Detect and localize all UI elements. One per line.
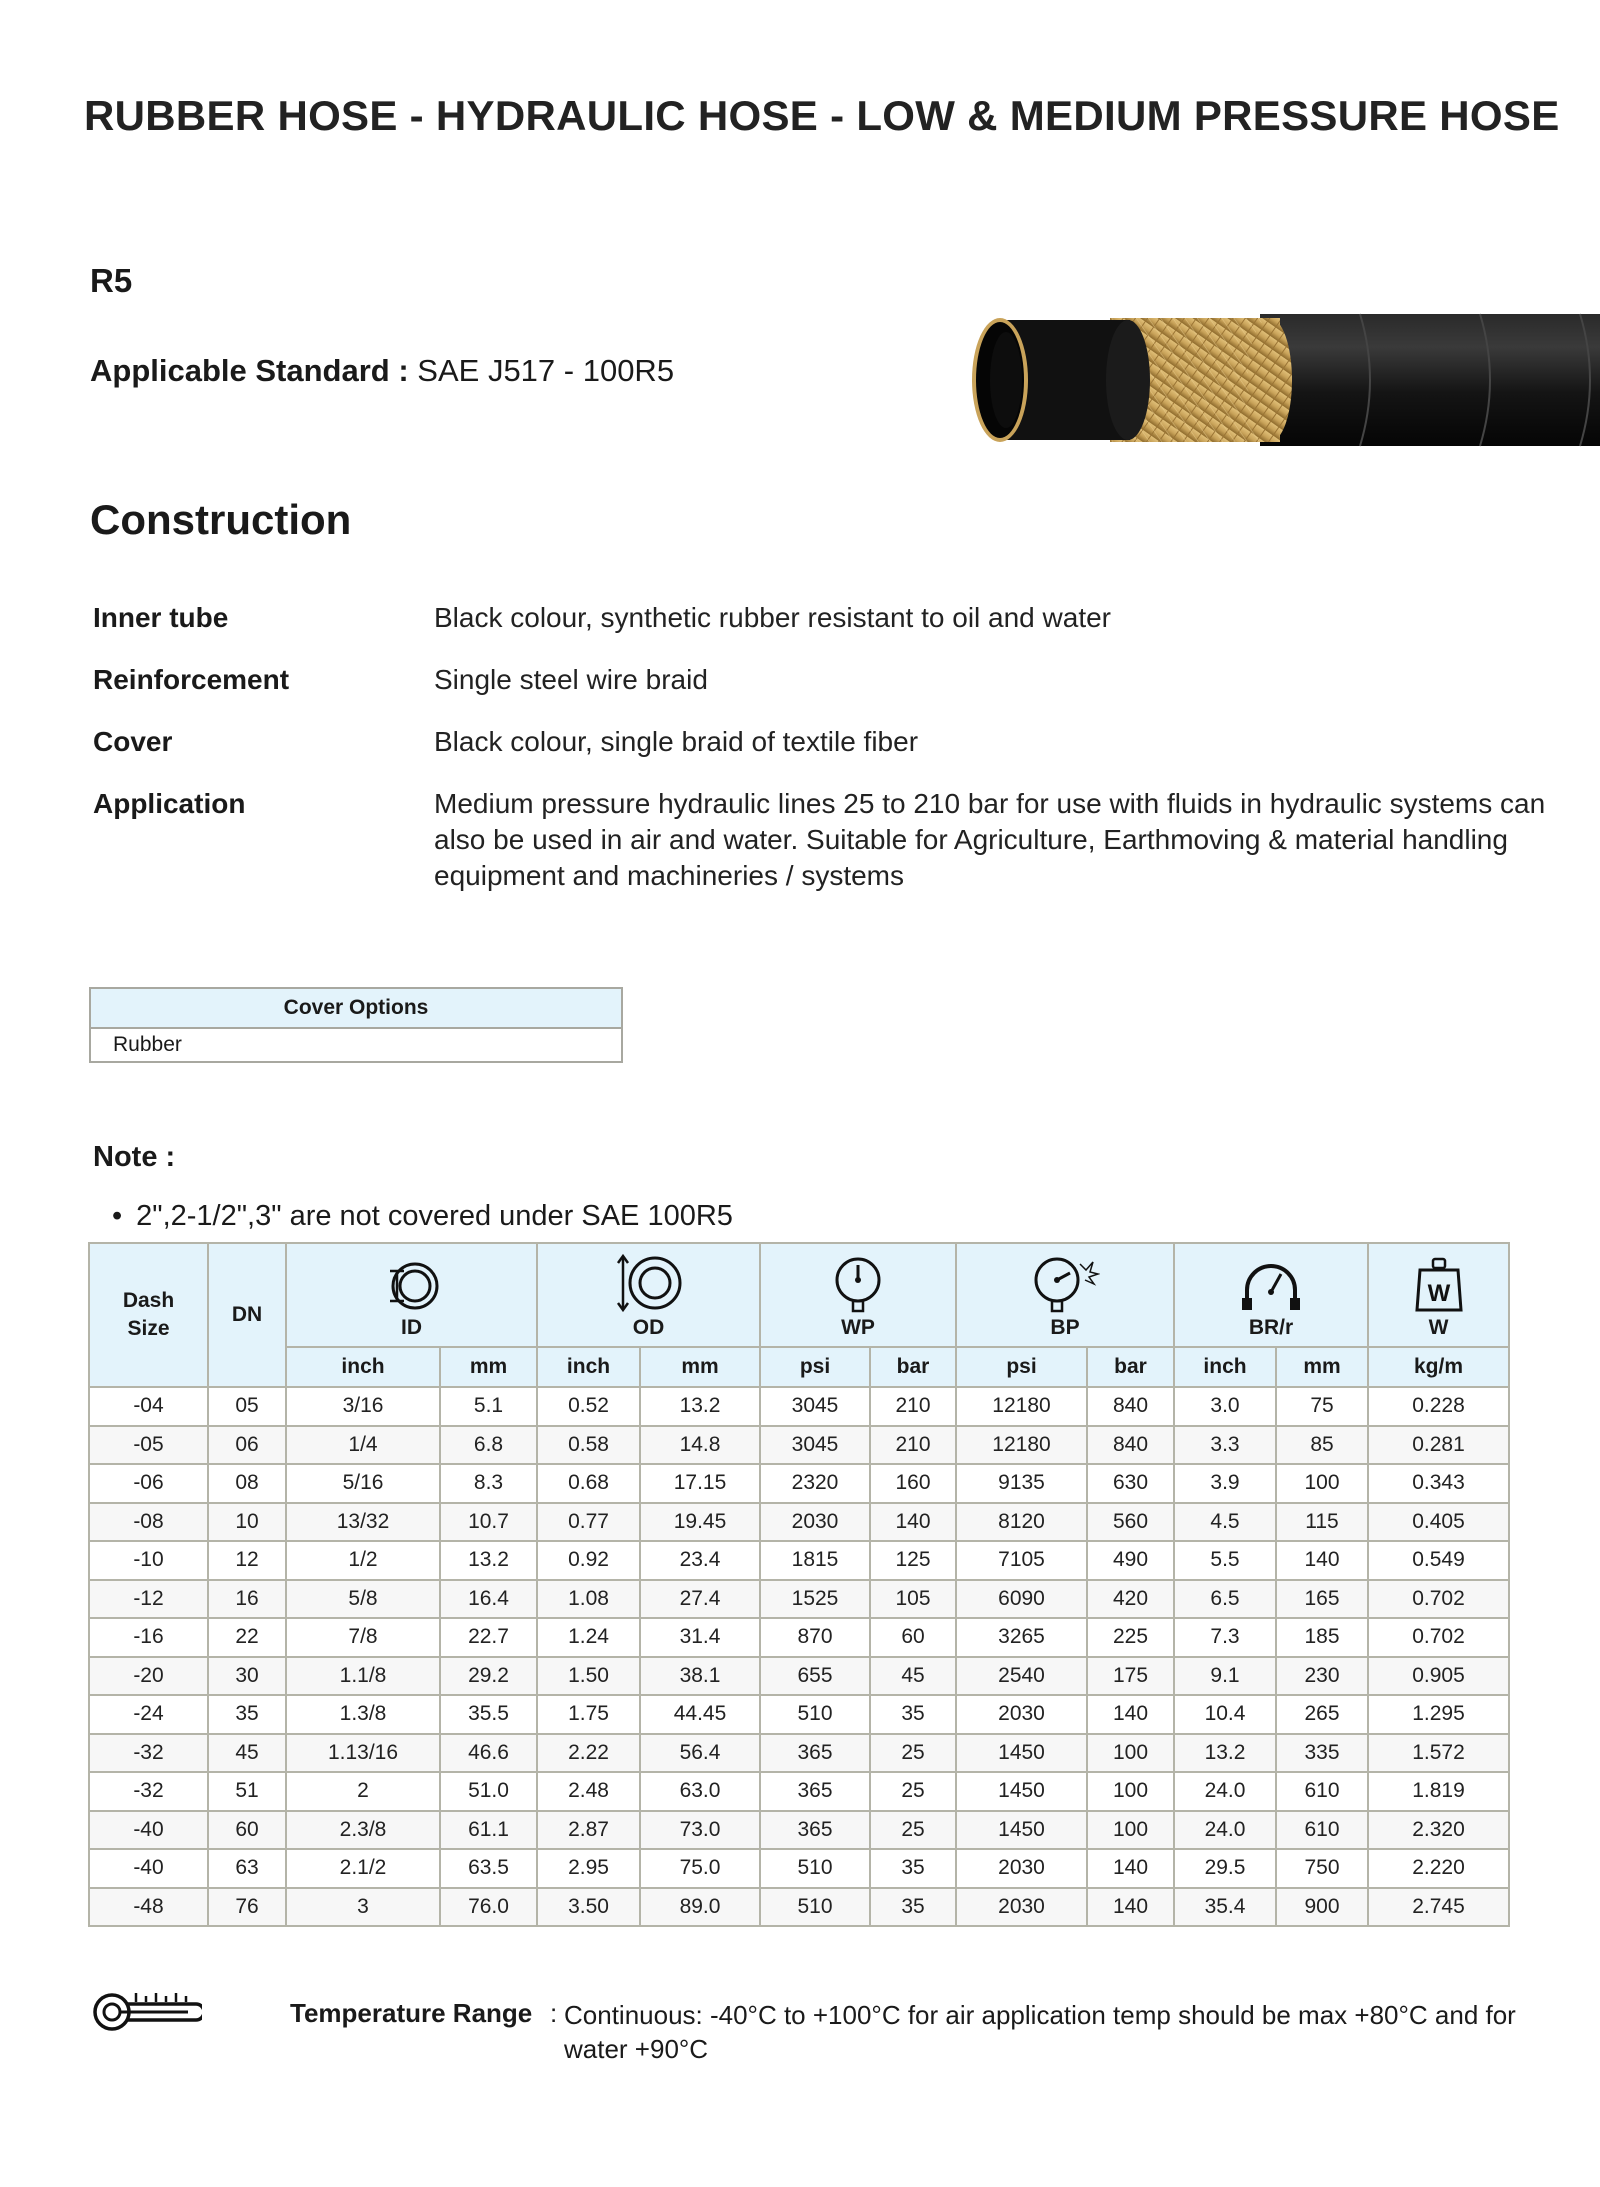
table-cell: 22.7 (440, 1618, 537, 1657)
table-cell: 1.572 (1368, 1734, 1509, 1773)
table-cell: 1/4 (286, 1426, 440, 1465)
table-cell: 0.228 (1368, 1387, 1509, 1426)
standard-label: Applicable Standard : (90, 353, 409, 388)
table-cell: 05 (208, 1387, 286, 1426)
table-cell: 0.68 (537, 1464, 640, 1503)
table-cell: 10.7 (440, 1503, 537, 1542)
table-cell: 1.3/8 (286, 1695, 440, 1734)
temperature-value: Continuous: -40°C to +100°C for air application temp should be max +80°C and for water +90°C (564, 2000, 1516, 2064)
table-cell: 3045 (760, 1426, 870, 1465)
table-row (89, 1811, 1509, 1850)
table-cell: 210 (870, 1426, 956, 1465)
table-cell: 2540 (956, 1657, 1087, 1696)
table-cell: -24 (89, 1695, 208, 1734)
table-cell: 165 (1276, 1580, 1368, 1619)
table-cell: 140 (1087, 1888, 1174, 1927)
weight-icon (1414, 1256, 1464, 1314)
construction-label: Cover (93, 726, 173, 757)
table-cell: 105 (870, 1580, 956, 1619)
table-cell: 1815 (760, 1541, 870, 1580)
table-cell: 365 (760, 1811, 870, 1850)
table-cell: -06 (89, 1464, 208, 1503)
standard-value: SAE J517 - 100R5 (417, 353, 675, 388)
table-cell: 140 (1087, 1849, 1174, 1888)
pressure-gauge-icon (831, 1256, 885, 1314)
table-cell: 10 (208, 1503, 286, 1542)
table-cell: 25 (870, 1734, 956, 1773)
table-cell: 840 (1087, 1387, 1174, 1426)
table-cell: 225 (1087, 1618, 1174, 1657)
table-cell: 51 (208, 1772, 286, 1811)
table-cell: 75.0 (640, 1849, 760, 1888)
table-cell: 63.5 (440, 1849, 537, 1888)
table-row (89, 1695, 1509, 1734)
table-cell: 510 (760, 1849, 870, 1888)
table-cell: 63.0 (640, 1772, 760, 1811)
construction-row-reinforcement (93, 662, 1573, 698)
unit-label: mm (640, 1347, 760, 1387)
table-cell: 89.0 (640, 1888, 760, 1927)
table-cell: 265 (1276, 1695, 1368, 1734)
table-cell: 0.702 (1368, 1580, 1509, 1619)
table-cell: 365 (760, 1734, 870, 1773)
table-cell: 2320 (760, 1464, 870, 1503)
table-cell: 3265 (956, 1618, 1087, 1657)
table-cell: 3.3 (1174, 1426, 1276, 1465)
table-cell: 1.13/16 (286, 1734, 440, 1773)
table-cell: 2030 (956, 1695, 1087, 1734)
table-cell: 60 (208, 1811, 286, 1850)
table-cell: 45 (870, 1657, 956, 1696)
table-cell: 115 (1276, 1503, 1368, 1542)
table-cell: 8.3 (440, 1464, 537, 1503)
table-cell: 1.50 (537, 1657, 640, 1696)
table-cell: 0.77 (537, 1503, 640, 1542)
table-row (89, 1464, 1509, 1503)
table-cell: 85 (1276, 1426, 1368, 1465)
table-cell: -10 (89, 1541, 208, 1580)
table-cell: 13.2 (1174, 1734, 1276, 1773)
table-cell: 185 (1276, 1618, 1368, 1657)
table-cell: 2.22 (537, 1734, 640, 1773)
unit-label: bar (870, 1347, 956, 1387)
construction-row-cover (93, 724, 1573, 760)
units-row (89, 1347, 1509, 1387)
table-cell: -48 (89, 1888, 208, 1927)
header-dash-size: Dash Size (89, 1243, 208, 1387)
table-row (89, 1772, 1509, 1811)
table-cell: 75 (1276, 1387, 1368, 1426)
table-cell: -32 (89, 1772, 208, 1811)
table-cell: 10.4 (1174, 1695, 1276, 1734)
table-cell: 2030 (956, 1888, 1087, 1927)
spec-table-body (89, 1387, 1509, 1926)
table-cell: 655 (760, 1657, 870, 1696)
table-cell: 750 (1276, 1849, 1368, 1888)
table-cell: 2 (286, 1772, 440, 1811)
table-cell: 27.4 (640, 1580, 760, 1619)
table-cell: 35 (208, 1695, 286, 1734)
table-cell: 5.1 (440, 1387, 537, 1426)
construction-title: Construction (90, 496, 352, 543)
table-cell: 2.220 (1368, 1849, 1509, 1888)
table-cell: 14.8 (640, 1426, 760, 1465)
inner-diameter-icon (377, 1258, 447, 1314)
table-cell: 44.45 (640, 1695, 760, 1734)
table-cell: 2.1/2 (286, 1849, 440, 1888)
table-row (89, 1888, 1509, 1927)
cover-options-header: Cover Options (90, 988, 622, 1028)
table-cell: 5/16 (286, 1464, 440, 1503)
table-cell: 31.4 (640, 1618, 760, 1657)
table-cell: 7105 (956, 1541, 1087, 1580)
header-od: OD (537, 1243, 760, 1347)
table-cell: 76.0 (440, 1888, 537, 1927)
table-cell: 100 (1087, 1734, 1174, 1773)
unit-label: bar (1087, 1347, 1174, 1387)
table-cell: 38.1 (640, 1657, 760, 1696)
table-cell: 560 (1087, 1503, 1174, 1542)
header-wp: WP (760, 1243, 956, 1347)
table-cell: -20 (89, 1657, 208, 1696)
table-cell: 900 (1276, 1888, 1368, 1927)
table-cell: 13.2 (640, 1387, 760, 1426)
table-cell: 1.08 (537, 1580, 640, 1619)
table-cell: 35.5 (440, 1695, 537, 1734)
table-row (89, 1849, 1509, 1888)
note-item: • 2",2-1/2",3" are not covered under SAE 100R5 (112, 1200, 733, 1233)
table-cell: 5/8 (286, 1580, 440, 1619)
burst-gauge-icon (1030, 1256, 1100, 1314)
table-cell: 9135 (956, 1464, 1087, 1503)
table-cell: 6.8 (440, 1426, 537, 1465)
table-cell: 45 (208, 1734, 286, 1773)
note-title: Note : (93, 1141, 176, 1173)
table-cell: 230 (1276, 1657, 1368, 1696)
table-cell: 0.281 (1368, 1426, 1509, 1465)
table-cell: 76 (208, 1888, 286, 1927)
table-cell: -32 (89, 1734, 208, 1773)
table-cell: 6.5 (1174, 1580, 1276, 1619)
table-cell: 0.92 (537, 1541, 640, 1580)
bend-radius-icon (1235, 1256, 1307, 1314)
table-cell: 35.4 (1174, 1888, 1276, 1927)
table-cell: 0.405 (1368, 1503, 1509, 1542)
table-cell: 1.75 (537, 1695, 640, 1734)
table-cell: 1.295 (1368, 1695, 1509, 1734)
construction-row-inner-tube (93, 600, 1573, 636)
table-cell: 13/32 (286, 1503, 440, 1542)
table-cell: 3.9 (1174, 1464, 1276, 1503)
table-cell: 3 (286, 1888, 440, 1927)
table-row (89, 1387, 1509, 1426)
table-cell: 100 (1276, 1464, 1368, 1503)
table-cell: 24.0 (1174, 1772, 1276, 1811)
table-cell: 1450 (956, 1734, 1087, 1773)
table-cell: 1.24 (537, 1618, 640, 1657)
unit-label: mm (440, 1347, 537, 1387)
construction-label: Inner tube (93, 602, 229, 633)
unit-label: inch (1174, 1347, 1276, 1387)
header-br: BR/r (1174, 1243, 1368, 1347)
table-cell: 2.320 (1368, 1811, 1509, 1850)
table-cell: 630 (1087, 1464, 1174, 1503)
table-cell: 175 (1087, 1657, 1174, 1696)
unit-label: mm (1276, 1347, 1368, 1387)
construction-value: Black colour, single braid of textile fiber (434, 726, 919, 757)
table-cell: 25 (870, 1811, 956, 1850)
hose-image (940, 300, 1600, 460)
table-cell: 35 (870, 1695, 956, 1734)
table-cell: 1525 (760, 1580, 870, 1619)
table-cell: 23.4 (640, 1541, 760, 1580)
spec-table (88, 1242, 1510, 1927)
construction-value: Black colour, synthetic rubber resistant to oil and water (434, 602, 1112, 633)
unit-label: kg/m (1368, 1347, 1509, 1387)
table-cell: 2030 (956, 1849, 1087, 1888)
table-cell: 1.1/8 (286, 1657, 440, 1696)
table-cell: 420 (1087, 1580, 1174, 1619)
construction-value: Medium pressure hydraulic lines 25 to 210 bar for use with fluids in hydraulic systems can also be used in air and water. Suitable for Agriculture, Earthmoving & material handling equipment and machineries / systems (434, 788, 1546, 891)
unit-label: psi (956, 1347, 1087, 1387)
table-cell: 840 (1087, 1426, 1174, 1465)
construction-label: Application (93, 788, 246, 819)
construction-label: Reinforcement (93, 664, 290, 695)
table-cell: -05 (89, 1426, 208, 1465)
table-cell: 9.1 (1174, 1657, 1276, 1696)
table-cell: 100 (1087, 1772, 1174, 1811)
table-cell: 19.45 (640, 1503, 760, 1542)
applicable-standard (90, 353, 674, 389)
table-cell: 140 (1276, 1541, 1368, 1580)
table-cell: 16 (208, 1580, 286, 1619)
unit-label: inch (537, 1347, 640, 1387)
table-cell: 12180 (956, 1387, 1087, 1426)
table-cell: 35 (870, 1888, 956, 1927)
table-cell: -04 (89, 1387, 208, 1426)
table-cell: 30 (208, 1657, 286, 1696)
table-cell: 56.4 (640, 1734, 760, 1773)
page-title: RUBBER HOSE - HYDRAULIC HOSE - LOW & MEDIUM PRESSURE HOSE (84, 92, 1560, 139)
table-cell: 0.58 (537, 1426, 640, 1465)
table-cell: 22 (208, 1618, 286, 1657)
header-w: W W (1368, 1243, 1509, 1347)
table-cell: 06 (208, 1426, 286, 1465)
table-cell: 16.4 (440, 1580, 537, 1619)
table-cell: 510 (760, 1888, 870, 1927)
table-cell: 1450 (956, 1772, 1087, 1811)
table-cell: 3045 (760, 1387, 870, 1426)
table-cell: 17.15 (640, 1464, 760, 1503)
model-code: R5 (90, 262, 133, 299)
unit-label: inch (286, 1347, 440, 1387)
unit-label: psi (760, 1347, 870, 1387)
table-cell: 24.0 (1174, 1811, 1276, 1850)
table-cell: -40 (89, 1849, 208, 1888)
table-cell: 08 (208, 1464, 286, 1503)
table-cell: 2030 (760, 1503, 870, 1542)
table-cell: 0.549 (1368, 1541, 1509, 1580)
table-cell: 1/2 (286, 1541, 440, 1580)
table-cell: 8120 (956, 1503, 1087, 1542)
table-cell: 35 (870, 1849, 956, 1888)
table-cell: 51.0 (440, 1772, 537, 1811)
table-cell: -40 (89, 1811, 208, 1850)
table-cell: 63 (208, 1849, 286, 1888)
cover-option-item: Rubber (90, 1028, 622, 1062)
table-cell: 6090 (956, 1580, 1087, 1619)
table-cell: 160 (870, 1464, 956, 1503)
table-cell: 140 (870, 1503, 956, 1542)
table-row (89, 1734, 1509, 1773)
thermometer-icon (92, 1985, 202, 2035)
table-row (89, 1426, 1509, 1465)
table-cell: 61.1 (440, 1811, 537, 1850)
table-cell: 2.87 (537, 1811, 640, 1850)
table-cell: 1.819 (1368, 1772, 1509, 1811)
table-cell: 2.745 (1368, 1888, 1509, 1927)
construction-row-application (93, 786, 1573, 894)
construction-value: Single steel wire braid (434, 664, 708, 695)
table-cell: 29.5 (1174, 1849, 1276, 1888)
table-cell: 0.905 (1368, 1657, 1509, 1696)
header-dn: DN (208, 1243, 286, 1387)
table-cell: 12180 (956, 1426, 1087, 1465)
table-cell: 2.3/8 (286, 1811, 440, 1850)
table-cell: -16 (89, 1618, 208, 1657)
table-cell: 73.0 (640, 1811, 760, 1850)
table-cell: 870 (760, 1618, 870, 1657)
table-cell: 335 (1276, 1734, 1368, 1773)
header-id: ID (286, 1243, 537, 1347)
svg-text:W: W (1427, 1280, 1450, 1307)
table-cell: 0.702 (1368, 1618, 1509, 1657)
table-cell: 12 (208, 1541, 286, 1580)
table-cell: 3/16 (286, 1387, 440, 1426)
table-row (89, 1618, 1509, 1657)
table-row (89, 1580, 1509, 1619)
table-row (89, 1503, 1509, 1542)
table-cell: 610 (1276, 1811, 1368, 1850)
table-cell: 490 (1087, 1541, 1174, 1580)
table-cell: 2.95 (537, 1849, 640, 1888)
table-cell: 4.5 (1174, 1503, 1276, 1542)
table-cell: 5.5 (1174, 1541, 1276, 1580)
table-cell: 510 (760, 1695, 870, 1734)
table-cell: 25 (870, 1772, 956, 1811)
table-cell: 29.2 (440, 1657, 537, 1696)
table-cell: 125 (870, 1541, 956, 1580)
outer-diameter-icon (609, 1252, 689, 1314)
table-cell: 140 (1087, 1695, 1174, 1734)
table-cell: 3.0 (1174, 1387, 1276, 1426)
table-row (89, 1657, 1509, 1696)
table-cell: -12 (89, 1580, 208, 1619)
table-cell: 0.343 (1368, 1464, 1509, 1503)
table-cell: 46.6 (440, 1734, 537, 1773)
table-cell: 7.3 (1174, 1618, 1276, 1657)
table-cell: 0.52 (537, 1387, 640, 1426)
table-cell: 610 (1276, 1772, 1368, 1811)
table-cell: 100 (1087, 1811, 1174, 1850)
temperature-colon: : (550, 1998, 558, 2028)
header-bp: BP (956, 1243, 1174, 1347)
table-cell: -08 (89, 1503, 208, 1542)
temperature-label: Temperature Range (290, 1998, 533, 2028)
table-cell: 210 (870, 1387, 956, 1426)
table-cell: 365 (760, 1772, 870, 1811)
table-row (89, 1541, 1509, 1580)
table-cell: 2.48 (537, 1772, 640, 1811)
construction-list (93, 600, 1573, 920)
table-cell: 3.50 (537, 1888, 640, 1927)
cover-options-table (89, 987, 623, 1063)
table-cell: 1450 (956, 1811, 1087, 1850)
table-cell: 60 (870, 1618, 956, 1657)
table-cell: 7/8 (286, 1618, 440, 1657)
table-cell: 13.2 (440, 1541, 537, 1580)
